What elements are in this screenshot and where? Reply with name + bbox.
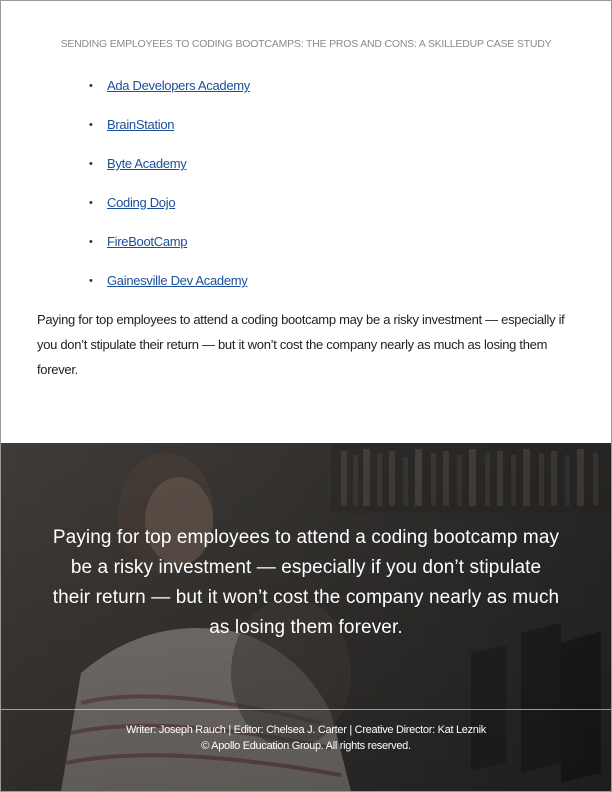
list-item bbox=[89, 112, 250, 151]
link-coding-dojo[interactable]: Coding Dojo bbox=[107, 195, 176, 210]
list-item bbox=[89, 268, 250, 307]
list-item bbox=[89, 73, 250, 112]
bootcamp-link-list bbox=[89, 73, 250, 307]
bullet-icon: • bbox=[89, 158, 93, 170]
hero-pull-quote: Paying for top employees to attend a coding bootcamp may be a risky investment — especially if you don’t stipulate their return — but it won’t cost the company nearly as much as losing them forever. bbox=[52, 527, 560, 638]
body-paragraph: Paying for top employees to attend a coding bootcamp may be a risky investment — especially if you don’t stipulate their return — but it won’t cost the company nearly as much as losing them forever. bbox=[37, 312, 565, 377]
running-header: SENDING EMPLOYEES TO CODING BOOTCAMPS: THE PROS AND CONS: A SKILLEDUP CASE STUDY bbox=[60, 38, 552, 50]
list-item bbox=[89, 151, 250, 190]
link-gainesville-dev-academy[interactable]: Gainesville Dev Academy bbox=[107, 273, 248, 288]
link-ada-developers-academy[interactable]: Ada Developers Academy bbox=[107, 78, 250, 93]
list-item bbox=[89, 190, 250, 229]
bullet-icon: • bbox=[89, 275, 93, 287]
bullet-icon: • bbox=[89, 236, 93, 248]
copyright-line: © Apollo Education Group. All rights reserved. bbox=[201, 740, 411, 752]
hero-divider bbox=[1, 709, 611, 710]
link-byte-academy[interactable]: Byte Academy bbox=[107, 156, 187, 171]
credits-line: Writer: Joseph Rauch | Editor: Chelsea J. Carter | Creative Director: Kat Leznik bbox=[126, 724, 486, 736]
credits-block bbox=[1, 722, 611, 754]
link-brainstation[interactable]: BrainStation bbox=[107, 117, 175, 132]
link-firebootcamp[interactable]: FireBootCamp bbox=[107, 234, 188, 249]
hero-banner bbox=[1, 443, 611, 791]
bullet-icon: • bbox=[89, 197, 93, 209]
bullet-icon: • bbox=[89, 119, 93, 131]
bullet-icon: • bbox=[89, 80, 93, 92]
list-item bbox=[89, 229, 250, 268]
